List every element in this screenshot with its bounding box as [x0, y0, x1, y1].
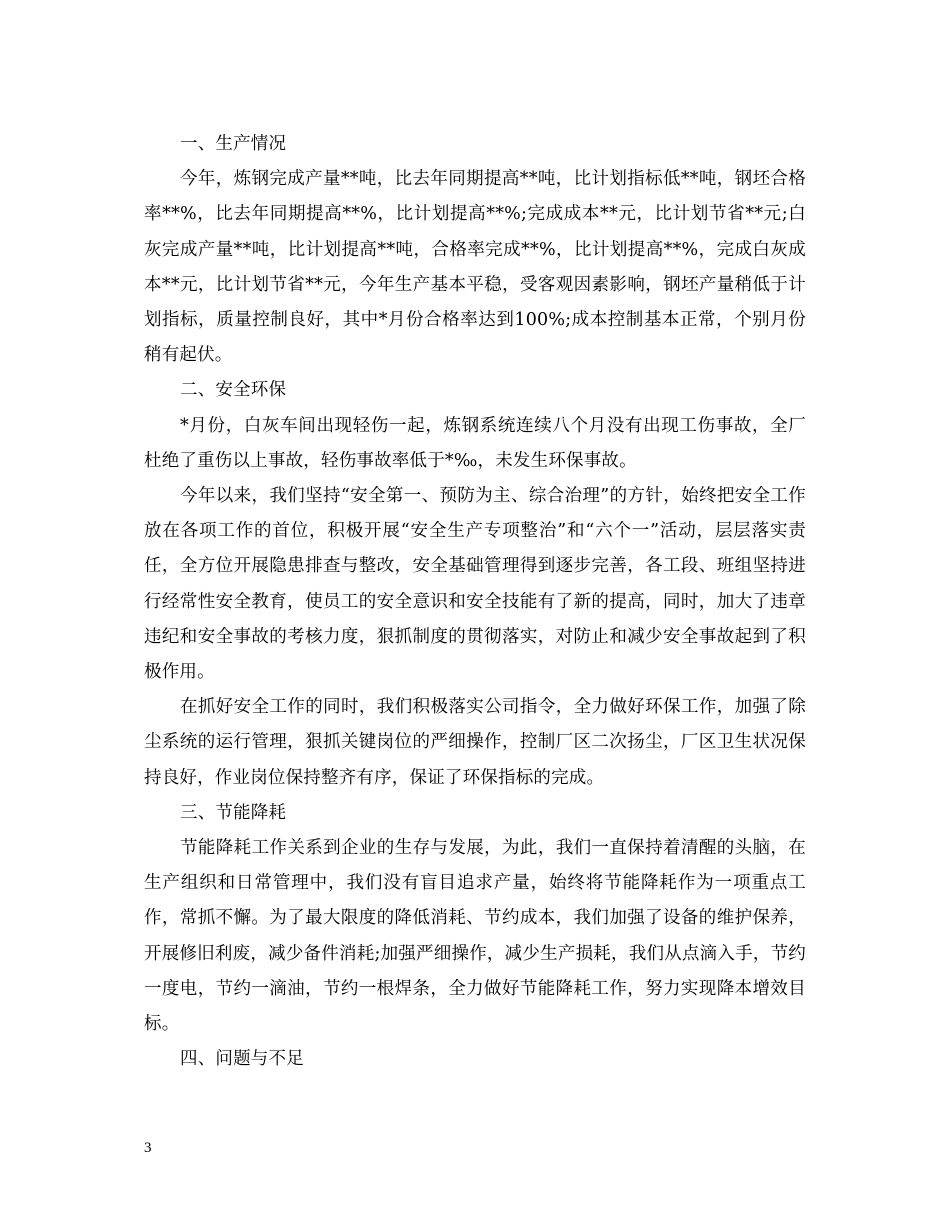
paragraph-production: 今年，炼钢完成产量**吨，比去年同期提高**吨，比计划指标低**吨，钢坯合格率**%，比去年同期提高**%，比计划提高**%;完成成本**元，比计划节省**元;白灰完成产量**吨，比计划提高**吨，合格率完成**%，比计划提高**%，完成白灰成本**元，比计划节省**元，今年生产基本平稳，受客观因素影响，钢坯产量稍低于计划指标，质量控制良好，其中*月份合格率达到100%;成本控制基本正常，个别月份稍有起伏。 — [144, 169, 806, 366]
paragraph-safety-incidents: *月份，白灰车间出现轻伤一起，炼钢系统连续八个月没有出现工伤事故，全厂杜绝了重伤以上事故，轻伤事故率低于*‰，未发生环保事故。 — [144, 415, 806, 471]
section-heading-energy: 三、节能降耗 — [180, 802, 287, 823]
page-number: 3 — [144, 1140, 152, 1156]
paragraph-energy: 节能降耗工作关系到企业的生存与发展，为此，我们一直保持着清醒的头脑，在生产组织和日常管理中，我们没有盲目追求产量，始终将节能降耗作为一项重点工作，常抓不懈。为了最大限度的降低消耗、节约成本，我们加强了设备的维护保养，开展修旧利废，减少备件消耗;加强严细操作，减少生产损耗，我们从点滴入手，节约一度电，节约一滴油，节约一根焊条，全力做好节能降耗工作，努力实现降本增效目标。 — [144, 838, 806, 1035]
paragraph-safety-policy: 今年以来，我们坚持“安全第一、预防为主、综合治理”的方针，始终把安全工作放在各项工作的首位，积极开展“安全生产专项整治”和“六个一”活动，层层落实责任，全方位开展隐患排查与整改，安全基础管理得到逐步完善，各工段、班组坚持进行经常性安全教育，使员工的安全意识和安全技能有了新的提高，同时，加大了违章违纪和安全事故的考核力度，狠抓制度的贯彻落实，对防止和减少安全事故起到了积极作用。 — [144, 486, 806, 683]
section-heading-issues: 四、问题与不足 — [180, 1049, 304, 1070]
section-heading-safety: 二、安全环保 — [180, 380, 287, 401]
section-heading-production: 一、生产情况 — [180, 134, 287, 154]
paragraph-environmental: 在抓好安全工作的同时，我们积极落实公司指令，全力做好环保工作，加强了除尘系统的运行管理，狠抓关键岗位的严细操作，控制厂区二次扬尘，厂区卫生状况保持良好，作业岗位保持整齐有序，保证了环保指标的完成。 — [144, 697, 806, 788]
document-body — [144, 127, 806, 1077]
